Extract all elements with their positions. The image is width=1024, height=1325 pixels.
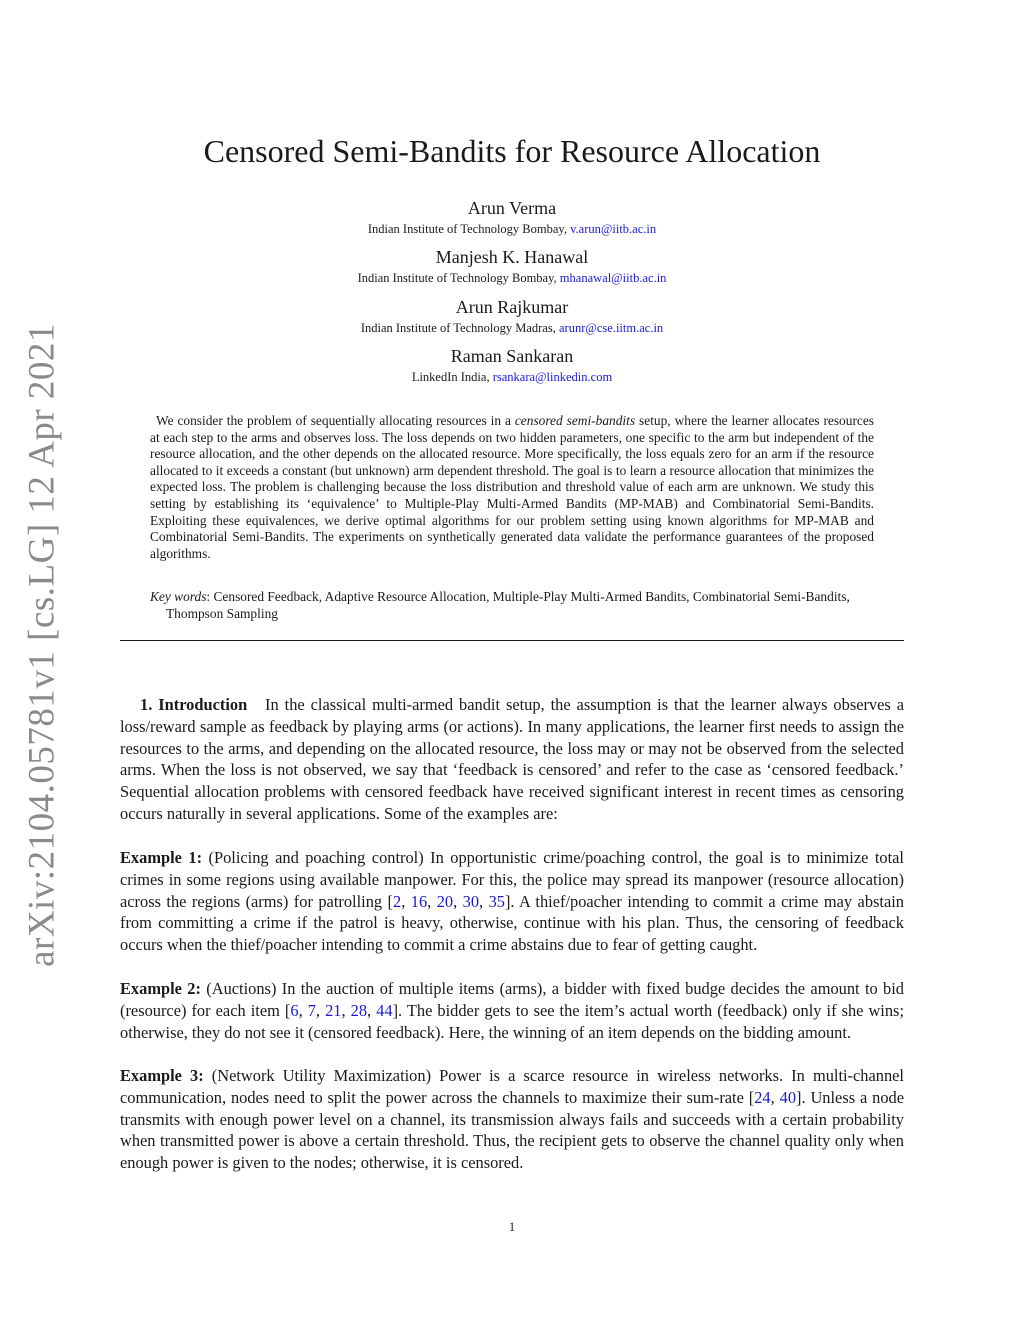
example-text: ]. Unless a node transmits with enough power level on a channel, its transmission always fails and succeeds with a certain probability when transmitted power is above a certain threshold. Thus, the recipient gets to observe the channel quality only when enough power is given to the nodes; otherwise, it is censored. (120, 1087, 904, 1173)
author-name: Arun Verma (467, 198, 557, 218)
paper-title: Censored Semi-Bandits for Resource Allocation (203, 133, 821, 169)
citation-link[interactable]: 30 (462, 891, 480, 911)
author-name: Manjesh K. Hanawal (435, 247, 589, 267)
section-divider (120, 640, 904, 641)
introduction-paragraph (120, 694, 904, 825)
intro-text: In the classical multi-armed bandit setup, the assumption is that the learner always observes a loss/reward sample as feedback by playing arms (or actions). In many applications, the learner first needs to assign the resources to the arms, and depending on the allocated resource, the loss may or may not be observed from the selected arms. When the loss is not observed, we say that ‘feedback is censored’ and refer to the case as ‘censored feedback.’ Sequential allocation problems with censored feedback have received significant interest in recent times as censoring occurs naturally in several applications. Some of the examples are: (120, 695, 905, 823)
page-number: 1 (508, 1220, 516, 1234)
author-affiliation: LinkedIn India, (411, 370, 490, 384)
author-affiliation: Indian Institute of Technology Bombay, (357, 271, 557, 285)
example-text: (Policing and poaching control) In opportunistic crime/poaching control, the goal is to minimize total crimes in some regions using available manpower. For this, the police may spread its manpower (resource allocation) across the regions (arms) for patrolling [ (120, 848, 904, 911)
citation-link[interactable]: 40 (779, 1087, 797, 1107)
abstract-emphasis: censored semi-bandits (514, 413, 636, 428)
example-1-paragraph: Example 1: (Policing and poaching control) In opportunistic crime/poaching control, the goal is to minimize total crimes in some regions using available manpower. For this, the police may spread its manpower (resource allocation) across the regions (arms) for patrolling [2, 16, 20, 30, 35]. A thief/poacher intending to commit a crime may abstain from committing a crime if the patrol is heavy, otherwise, continue with his plan. Thus, the censoring of feedback occurs when the thief/poacher intending to commit a crime abstains due to fear of getting caught. (120, 848, 904, 955)
abstract (150, 413, 874, 562)
author-email-link[interactable]: arunr@cse.iitm.ac.in (558, 321, 664, 335)
citation-link[interactable]: 20 (436, 891, 454, 911)
example-label: Example 1: (120, 848, 203, 867)
abstract-text: We consider the problem of sequentially allocating resources in a (156, 413, 511, 428)
keywords-text: Censored Feedback, Adaptive Resource Allocation, Multiple-Play Multi-Armed Bandits, Combinatorial Semi-Bandits, Thompson Sampling (166, 589, 850, 621)
citation-link[interactable]: 16 (410, 891, 428, 911)
author-affiliation-line (0, 268, 1024, 288)
example-label: Example 3: (120, 1066, 204, 1085)
citation-link[interactable]: 6 (290, 1000, 299, 1020)
citation-link[interactable]: 44 (376, 1000, 393, 1020)
citation-link[interactable]: 35 (488, 891, 505, 911)
example-text: ]. The bidder gets to see the item’s actual worth (feedback) only if she wins; otherwise, they do not see it (censored feedback). Here, the winning of an item depends on the bidding amount. (120, 1000, 904, 1042)
author-block-3 (0, 296, 1024, 338)
author-affiliation: Indian Institute of Technology Madras, (360, 321, 556, 335)
author-name: Raman Sankaran (450, 346, 574, 366)
author-name: Arun Rajkumar (455, 297, 569, 317)
author-affiliation: Indian Institute of Technology Bombay, (367, 222, 567, 236)
example-text: (Network Utility Maximization) Power is a scarce resource in wireless networks. In multi-channel communication, nodes need to split the power across the channels to maximize their sum-rate [ (120, 1066, 904, 1107)
author-email-link[interactable]: rsankara@linkedin.com (492, 370, 613, 384)
example-label: Example 2: (120, 979, 201, 998)
example-3-paragraph: Example 3: (Network Utility Maximization) Power is a scarce resource in wireless networks. In multi-channel communication, nodes need to split the power across the channels to maximize their sum-rate [24, 40]. Unless a node transmits with enough power level on a channel, its transmission always fails and succeeds with a certain probability when transmitted power is above a certain threshold. Thus, the recipient gets to observe the channel quality only when enough power is given to the nodes; otherwise, it is censored. (120, 1066, 904, 1173)
citation-link[interactable]: 7 (307, 1000, 316, 1020)
example-2-paragraph: Example 2: (Auctions) In the auction of multiple items (arms), a bidder with fixed budge decides the amount to bid (resource) for each item [6, 7, 21, 28, 44]. The bidder gets to see the item’s actual worth (feedback) only if she wins; otherwise, they do not see it (censored feedback). Here, the winning of an item depends on the bidding amount. (120, 979, 904, 1042)
keywords-label: Key words (150, 589, 207, 604)
section-heading: 1. Introduction (140, 695, 248, 714)
author-block-1 (0, 197, 1024, 239)
example-text: (Auctions) In the auction of multiple items (arms), a bidder with fixed budge decides the amount to bid (resource) for each item [ (120, 979, 904, 1020)
citation-link[interactable]: 24 (754, 1087, 771, 1107)
citation-link[interactable]: 28 (350, 1000, 368, 1020)
author-affiliation-line (0, 219, 1024, 239)
author-block-4 (0, 345, 1024, 387)
author-affiliation-line (0, 367, 1024, 387)
example-text: ]. A thief/poacher intending to commit a crime may abstain from committing a crime if the patrol is heavy, otherwise, continue with his plan. Thus, the censoring of feedback occurs when the thief/poacher intending to commit a crime abstains due to fear of getting caught. (120, 891, 904, 955)
keywords: Key words: Censored Feedback, Adaptive Resource Allocation, Multiple-Play Multi-Armed Bandits, Combinatorial Semi-Bandits, Thompson Sampling (150, 589, 850, 621)
citation-link[interactable]: 21 (325, 1000, 342, 1020)
citation-link[interactable]: 2 (393, 891, 402, 911)
author-block-2 (0, 246, 1024, 288)
author-email-link[interactable]: mhanawal@iitb.ac.in (559, 271, 667, 285)
author-affiliation-line (0, 318, 1024, 338)
abstract-text: setup, where the learner allocates resources at each step to the arms and observes loss. The loss depends on two hidden parameters, one specific to the arm but independent of the resource allocation, and the other depends on the allocated resource. More specifically, the loss equals zero for an arm if the resource allocated to it exceeds a constant (but unknown) arm dependent threshold. The goal is to learn a resource allocation that minimizes the expected loss. The problem is challenging because the loss distribution and threshold value of each arm are unknown. We study this setting by establishing its ‘equivalence’ to Multiple-Play Multi-Armed Bandits (MP-MAB) and Combinatorial Semi-Bandits. Exploiting these equivalences, we derive optimal algorithms for our problem setting using known algorithms for MP-MAB and Combinatorial Semi-Bandits. The experiments on synthetically generated data validate the performance guarantees of the proposed algorithms. (150, 413, 875, 561)
author-email-link[interactable]: v.arun@iitb.ac.in (570, 222, 657, 236)
arxiv-identifier: arXiv:2104.05781v1 [cs.LG] 12 Apr 2021 (21, 323, 63, 967)
